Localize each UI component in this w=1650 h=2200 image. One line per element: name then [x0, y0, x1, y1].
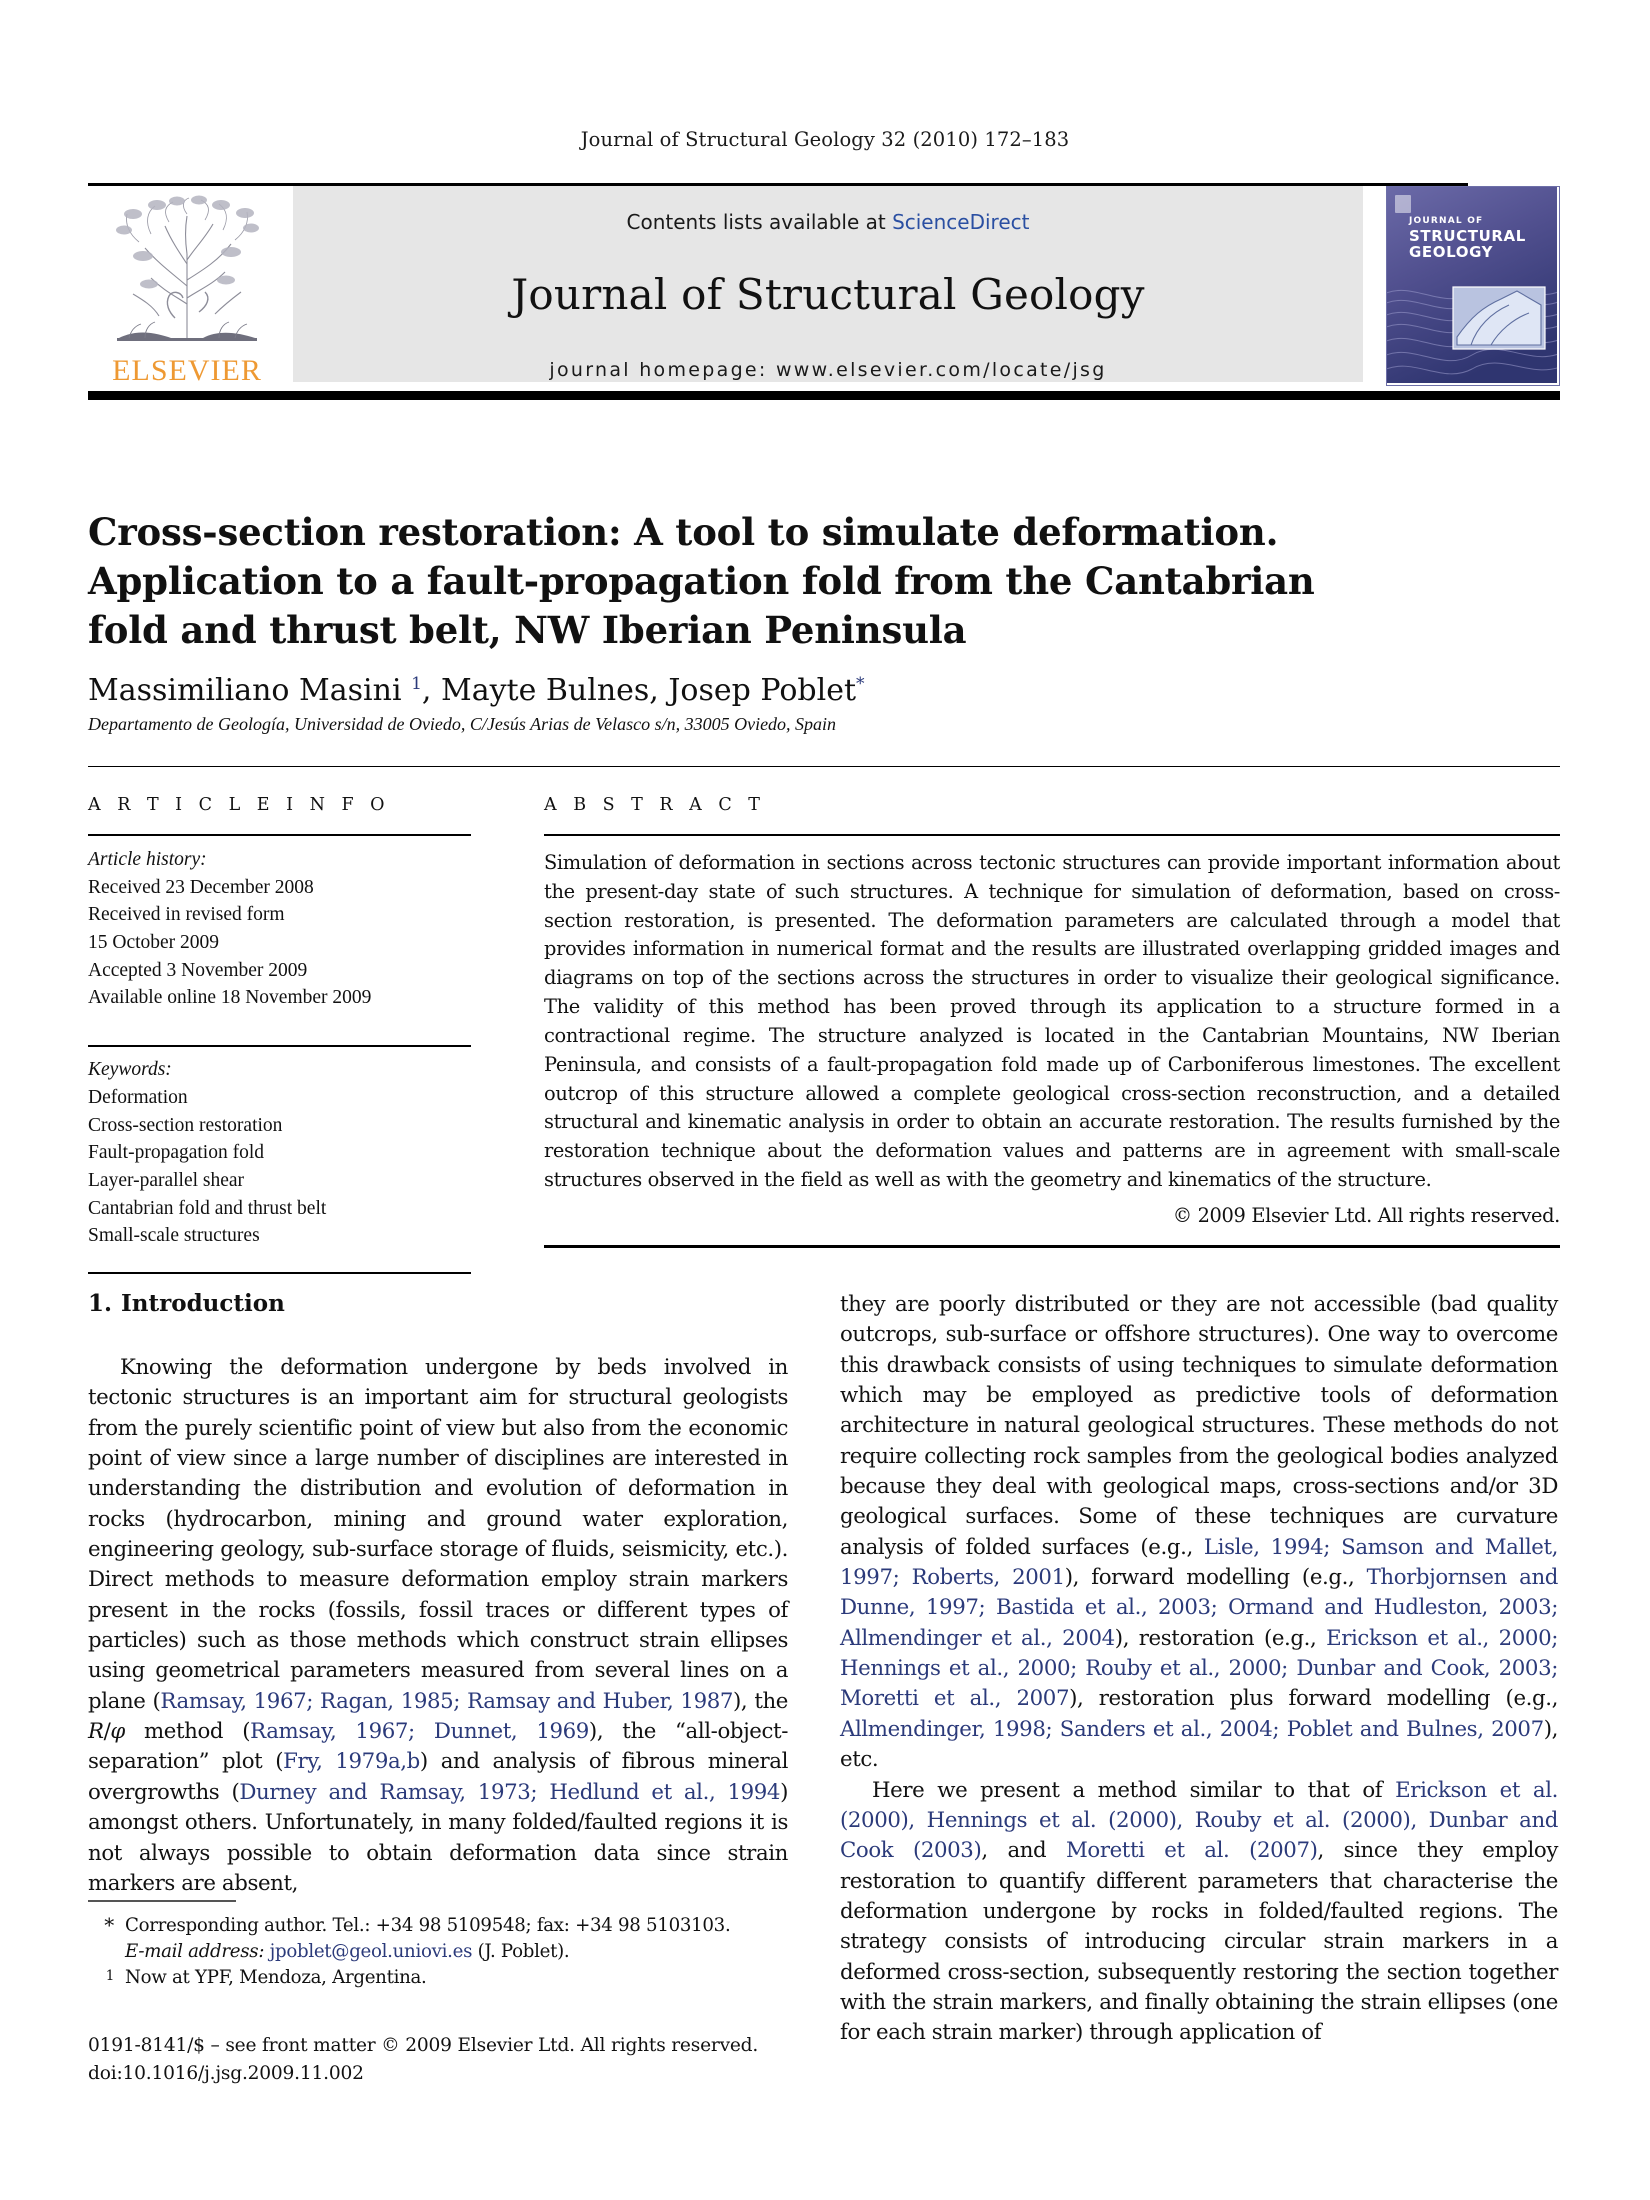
corresponding-contact: Corresponding author. Tel.: +34 98 5109548; fax: +34 98 5103103. [125, 1914, 731, 1936]
abstract-text: Simulation of deformation in sections across tectonic structures can provide important information about the present-day state of such structures. A technique for simulation of deformation, based on cross-section restoration, is presented. The deformation parameters are calculated through a model that provides information in numerical format and the results are illustrated overlapping gridded images and diagrams on top of the sections across the structures in order to visualize their geological significance. The validity of this method has been proved through its application to a structure formed in a contractional regime. The structure analyzed is located in the Cantabrian Mountains, NW Iberian Peninsula, and consists of a fault-propagation fold made up of Carboniferous limestones. The excellent outcrop of this structure allowed a complete geological cross-section reconstruction, and a detailed structural and kinematic analysis in order to obtain an accurate restoration. The results furnished by the restoration technique about the deformation values and patterns are in agreement with small-scale structures observed in the field as well as with the geometry and kinematics of the structure. [544, 851, 1560, 1191]
header-divider [88, 766, 1560, 767]
article-info-heading: A R T I C L E I N F O [88, 795, 391, 815]
contents-prefix: Contents lists available at [626, 210, 893, 234]
history-item: Received 23 December 2008 [88, 876, 314, 898]
abstract-heading: A B S T R A C T [544, 795, 766, 815]
masthead-bottom-rule [88, 391, 1560, 400]
footnote-marker-asterisk: * [104, 1912, 114, 1937]
email-label: E-mail address: [125, 1940, 265, 1962]
abstract-column [544, 795, 1560, 1248]
issn-line: 0191-8141/$ – see front matter © 2009 Elsevier Ltd. All rights reserved. [88, 2035, 759, 2056]
svg-text:JOURNAL OF: JOURNAL OF [1409, 216, 1484, 226]
footnote-marker-1: 1 [105, 1967, 114, 1984]
keywords-list [88, 1056, 471, 1250]
svg-text:GEOLOGY: GEOLOGY [1409, 243, 1494, 261]
footnote-author-note [88, 1965, 788, 1991]
keywords-top-rule [88, 1045, 471, 1047]
author-list: Massimiliano Masini $^1$, Mayte Bulnes, Josep Poblet* [88, 673, 865, 708]
doi-line[interactable]: doi:10.1016/j.jsg.2009.11.002 [88, 2062, 364, 2084]
masthead-body [88, 186, 1560, 392]
imprint-block [88, 2032, 848, 2088]
journal-band [293, 186, 1363, 382]
journal-cover-thumbnail [1386, 186, 1560, 386]
footnote-note-body: Now at YPF, Mendoza, Argentina. [125, 1966, 427, 1988]
journal-masthead [88, 183, 1560, 392]
journal-title: Journal of Structural Geology [511, 270, 1145, 319]
running-head: Journal of Structural Geology 32 (2010) 172–183 [580, 128, 1070, 151]
keyword-item: Layer-parallel shear [88, 1169, 245, 1191]
footnote-divider [88, 1900, 236, 1902]
affiliation: Departamento de Geología, Universidad de Oviedo, C/Jesús Arias de Velasco s/n, 33005 Oviedo, Spain [88, 714, 837, 734]
keywords-block [88, 1045, 471, 1274]
keyword-item: Deformation [88, 1086, 188, 1108]
email-suffix: (J. Poblet). [477, 1940, 570, 1962]
elsevier-tree-icon [99, 194, 275, 354]
paragraph-intro-1: Knowing the deformation undergone by beds involved in tectonic structures is an important aim for structural geologists from the purely scientific point of view but also from the economic point of view since a large number of disciplines are interested in understanding the distribution and evolution of deformation in rocks (hydrocarbon, mining and ground water exploration, engineering geology, sub-surface storage of fluids, seismicity, etc.). Direct methods to measure deformation employ strain markers present in the rocks (fossils, fossil traces or different types of particles) such as those methods which construct strain ellipses using geometrical parameters measured from several lines on a plane (Ramsay, 1967; Ragan, 1985; Ramsay and Huber, 1987), the R/φ method (Ramsay, 1967; Dunnet, 1969), the “all-object-separation” plot (Fry, 1979a,b) and analysis of fibrous mineral overgrowths (Durney and Ramsay, 1973; Hedlund et al., 1994) amongst others. Unfortunately, in many folded/faulted regions it is not always possible to obtain deformation data since strain markers are absent, [88, 1355, 788, 1896]
footnote-corresponding-author [88, 1913, 788, 1965]
keyword-item: Cross-section restoration [88, 1114, 283, 1136]
history-item: 15 October 2009 [88, 932, 220, 954]
contents-lists-line [293, 186, 1363, 234]
article-info-rule [88, 834, 471, 836]
abstract-bottom-rule [544, 1245, 1560, 1248]
keyword-item: Small-scale structures [88, 1225, 260, 1247]
email-link[interactable]: jpoblet@geol.uniovi.es [269, 1940, 473, 1962]
page-title: Cross-section restoration: A tool to simulate deformation. Application to a fault-propagation fold from the Cantabrian fold and thrust belt, NW Iberian Peninsula [88, 509, 1315, 653]
journal-homepage[interactable]: journal homepage: www.elsevier.com/locate/jsg [549, 359, 1107, 381]
article-history-label: Article history: [88, 849, 207, 870]
elsevier-wordmark: ELSEVIER [112, 354, 262, 387]
section-heading-introduction [88, 1290, 788, 1317]
history-item: Accepted 3 November 2009 [88, 959, 308, 981]
footnote-corresponding-body [125, 1913, 788, 1965]
svg-text:STRUCTURAL: STRUCTURAL [1409, 227, 1526, 245]
history-item: Available online 18 November 2009 [88, 987, 372, 1009]
keyword-item: Cantabrian fold and thrust belt [88, 1197, 327, 1219]
corresponding-email-line [125, 1939, 788, 1965]
article-history [88, 846, 471, 1012]
abstract-rule [544, 834, 1560, 836]
section-title: Introduction [121, 1290, 285, 1317]
section-number: 1. [88, 1290, 113, 1317]
keywords-bottom-rule [88, 1272, 471, 1274]
keywords-label: Keywords: [88, 1059, 172, 1081]
paragraph-intro-2: they are poorly distributed or they are not accessible (bad quality outcrops, sub-surface or offshore structures). One way to overcome this drawback consists of using techniques to simulate deformation which may be employed as predictive tools of deformation architecture in natural geological structures. These methods do not require collecting rock samples from the geological bodies analyzed because they deal with geological maps, cross-sections and/or 3D geological surfaces. Some of these techniques are curvature analysis of folded surfaces (e.g., Lisle, 1994; Samson and Mallet, 1997; Roberts, 2001), forward modelling (e.g., Thorbjornsen and Dunne, 1997; Bastida et al., 2003; Ormand and Hudleston, 2003; Allmendinger et al., 2004), restoration (e.g., Erickson et al., 2000; Hennings et al., 2000; Rouby et al., 2000; Dunbar and Cook, 2003; Moretti et al., 2007), restoration plus forward modelling (e.g., Allmendinger, 1998; Sanders et al., 2004; Poblet and Bulnes, 2007), etc. [840, 1292, 1558, 1773]
abstract-copyright: © 2009 Elsevier Ltd. All rights reserved. [1172, 1203, 1560, 1227]
elsevier-logo [88, 194, 286, 390]
paragraph-intro-3: Here we present a method similar to that of Erickson et al. (2000), Hennings et al. (2000), Rouby et al. (2000), Dunbar and Cook (2003), and Moretti et al. (2007), since they employ restoration to quantify different parameters that characterise the deformation undergone by rocks in folded/faulted regions. The strategy consists of introducing circular strain markers in a deformed cross-section, subsequently restoring the section together with the strain markers, and finally obtaining the strain ellipses (one for each strain marker) through application of [840, 1777, 1558, 2046]
article-info-column [88, 795, 471, 1274]
history-item: Received in revised form [88, 904, 285, 926]
footnotes-block [88, 1900, 788, 1991]
sciencedirect-link[interactable]: ScienceDirect [892, 210, 1030, 234]
journal-cover-image [1387, 187, 1557, 383]
body-column-right [840, 1290, 1558, 2049]
keyword-item: Fault-propagation fold [88, 1142, 265, 1164]
body-column-left [88, 1290, 788, 1899]
